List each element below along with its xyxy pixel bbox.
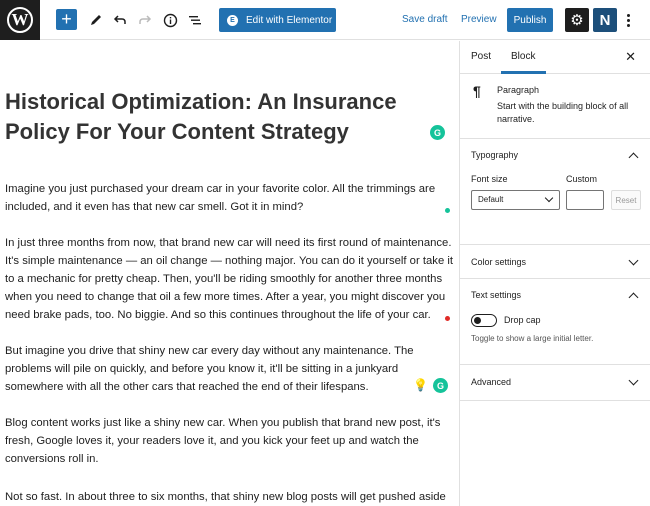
- typography-panel: [460, 139, 650, 245]
- elementor-button-label: Edit with Elementor: [246, 14, 333, 26]
- block-description: Start with the building block of all narrative.: [497, 101, 629, 124]
- info-icon[interactable]: [160, 9, 180, 31]
- add-block-button[interactable]: +: [56, 9, 77, 30]
- editor-canvas: [0, 41, 459, 506]
- drop-cap-toggle[interactable]: [471, 314, 497, 327]
- grammarly-icon[interactable]: G: [430, 125, 445, 140]
- custom-size-label: Custom: [566, 174, 598, 184]
- wordpress-logo[interactable]: [0, 0, 40, 40]
- text-settings-panel: [460, 279, 650, 365]
- list-view-icon[interactable]: [185, 9, 205, 31]
- status-dot-green: [445, 208, 450, 213]
- block-card: [460, 74, 650, 139]
- paragraph-icon: ¶: [473, 83, 481, 99]
- sidebar-tabs: [460, 41, 650, 74]
- paragraph-block[interactable]: Imagine you just purchased your dream car in your favorite color. All the trimmings are included, and it even has that new car smell. Got it in mind?: [5, 183, 436, 213]
- text-settings-toggle[interactable]: Text settings: [471, 290, 522, 300]
- close-icon[interactable]: ✕: [625, 49, 636, 64]
- tab-post[interactable]: Post: [471, 51, 492, 62]
- drop-cap-label: Drop cap: [504, 315, 541, 325]
- typography-panel-toggle[interactable]: Typography: [471, 150, 519, 160]
- chevron-down-icon[interactable]: [629, 256, 639, 266]
- plugin-n-button[interactable]: N: [593, 8, 617, 32]
- edit-with-elementor-button[interactable]: [219, 8, 336, 32]
- undo-icon[interactable]: [110, 9, 130, 31]
- paragraph-block[interactable]: But imagine you drive that shiny new car every day without any maintenance. The problems will pile on quickly, and before you know it, it'll be sitting in a junkyard somewhere with all the other cars that reached the end of their lifespans.: [5, 345, 414, 393]
- font-size-select[interactable]: [471, 190, 560, 210]
- wordpress-icon: W: [7, 7, 33, 33]
- preview-button[interactable]: Preview: [461, 14, 497, 25]
- elementor-icon: E: [227, 15, 238, 26]
- paragraph-block[interactable]: Blog content works just like a shiny new car. When you publish that brand new post, it's fresh, Google loves it, your readers love it, and you kick your feet up and watch the conversions roll in.: [5, 417, 441, 465]
- redo-icon[interactable]: [135, 9, 155, 31]
- chevron-up-icon[interactable]: [629, 153, 639, 163]
- post-title[interactable]: Historical Optimization: An Insurance Policy For Your Content Strategy: [5, 89, 397, 144]
- editor-toolbar: [0, 0, 650, 40]
- status-dot-red: [445, 316, 450, 321]
- reset-button[interactable]: Reset: [611, 190, 641, 210]
- custom-font-size-input[interactable]: [566, 190, 604, 210]
- color-settings-panel[interactable]: [460, 245, 650, 279]
- grammarly-icon[interactable]: G: [433, 378, 448, 393]
- publish-button[interactable]: Publish: [507, 8, 553, 32]
- lightbulb-icon[interactable]: 💡: [413, 378, 428, 392]
- settings-sidebar: [459, 41, 650, 506]
- more-options-icon[interactable]: [623, 10, 633, 30]
- tools-pencil-icon[interactable]: [86, 9, 106, 31]
- advanced-title: Advanced: [471, 377, 512, 387]
- font-size-label: Font size: [471, 174, 508, 184]
- tab-block[interactable]: Block: [511, 51, 536, 62]
- font-size-select-value: Default: [478, 195, 504, 204]
- save-draft-button[interactable]: Save draft: [402, 14, 448, 25]
- drop-cap-help: Toggle to show a large initial letter.: [471, 334, 594, 343]
- toggle-knob: [474, 317, 481, 324]
- advanced-panel[interactable]: [460, 365, 650, 401]
- chevron-down-icon: [545, 194, 553, 202]
- paragraph-block[interactable]: In just three months from now, that brand new car will need its first round of maintenance. It's simple maintenance — an oil change — nothing major. You can do it yourself or take it to a mechanic for pretty cheap. Then, you'll be riding smoothly for another three months when you need to change that oil a few more times. After a year, you might discover you need brake pads, too. No biggie. And so this continues throughout the life of your car.: [5, 237, 454, 321]
- block-name: Paragraph: [497, 85, 540, 95]
- settings-gear-icon[interactable]: ⚙: [565, 8, 589, 32]
- paragraph-block[interactable]: Not so fast. In about three to six months, that shiny new blog posts will get pushed aside: [5, 491, 446, 503]
- chevron-up-icon[interactable]: [629, 293, 639, 303]
- chevron-down-icon[interactable]: [629, 376, 639, 386]
- color-settings-title: Color settings: [471, 257, 527, 267]
